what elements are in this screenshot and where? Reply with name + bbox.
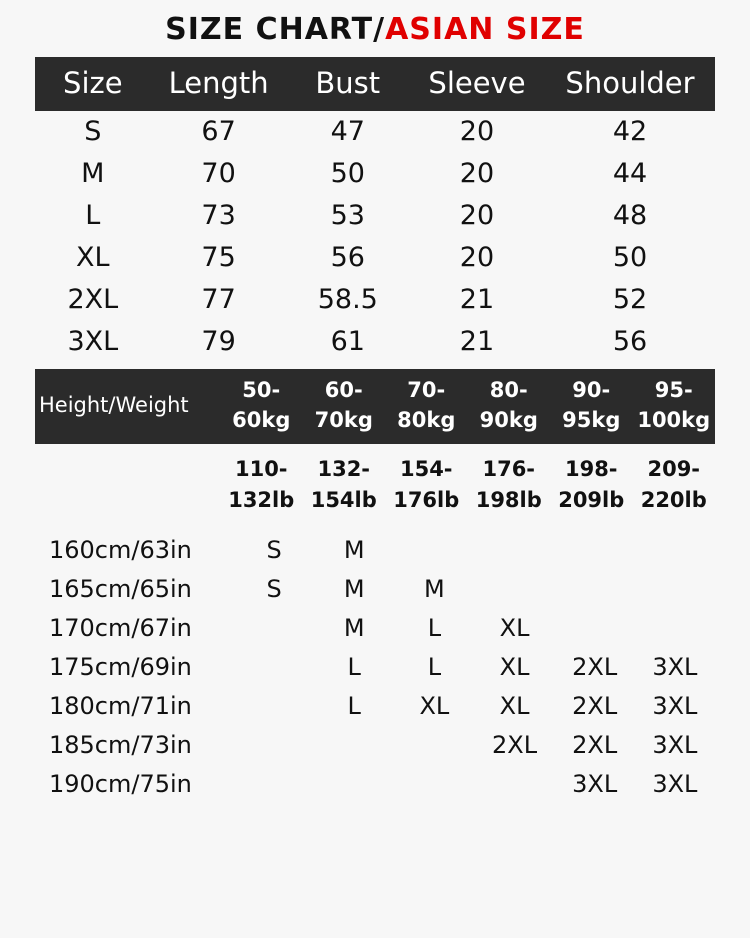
cell-length: 70 — [151, 153, 287, 195]
cell-size-rec: XL — [419, 691, 450, 720]
cell-size-rec: XL — [499, 691, 530, 720]
cell-size: L — [35, 195, 151, 237]
weight-kg-line1: 60- — [324, 378, 363, 402]
cell-size-rec: 2XL — [492, 730, 538, 759]
cell-size-rec: M — [343, 613, 365, 642]
column-header-size: Size — [35, 57, 151, 111]
cell-size-rec: S — [266, 574, 282, 603]
lb-row-spacer — [35, 454, 220, 517]
table-row — [35, 726, 715, 765]
cell-length: 77 — [151, 279, 287, 321]
weight-lb-line1: 176- — [482, 456, 536, 481]
cell-height: 185cm/73in — [49, 730, 192, 759]
cell-size-rec: 3XL — [572, 769, 618, 798]
cell-shoulder: 42 — [545, 111, 715, 153]
cell-shoulder: 50 — [545, 237, 715, 279]
cell-size-rec: M — [424, 574, 445, 603]
cell-size-rec — [474, 570, 554, 609]
weight-kg-column — [220, 375, 303, 436]
cell-size-rec — [635, 570, 715, 609]
cell-bust: 56 — [287, 237, 409, 279]
weight-lb-line1: 209- — [647, 456, 701, 481]
table-row — [35, 570, 715, 609]
page-title-part2: ASIAN SIZE — [385, 12, 585, 47]
table-row — [35, 279, 715, 321]
table-row — [35, 237, 715, 279]
column-header-sleeve: Sleeve — [409, 57, 545, 111]
cell-size-rec — [635, 531, 715, 570]
cell-sleeve: 21 — [409, 279, 545, 321]
weight-lb-line2: 198lb — [475, 488, 542, 513]
weight-kg-line1: 70- — [407, 378, 446, 402]
weight-kg-line1: 90- — [572, 378, 611, 402]
cell-size-rec — [394, 531, 474, 570]
cell-length: 75 — [151, 237, 287, 279]
cell-size: M — [35, 153, 151, 195]
cell-size-rec — [234, 609, 314, 648]
weight-kg-line2: 90kg — [479, 408, 538, 433]
cell-bust: 47 — [287, 111, 409, 153]
cell-shoulder: 44 — [545, 153, 715, 195]
table-row — [35, 648, 715, 687]
cell-sleeve: 20 — [409, 153, 545, 195]
cell-size: XL — [35, 237, 151, 279]
cell-size-rec — [314, 765, 394, 804]
cell-size-rec: 3XL — [652, 691, 698, 720]
table-row — [35, 153, 715, 195]
cell-length: 67 — [151, 111, 287, 153]
cell-bust: 50 — [287, 153, 409, 195]
weight-kg-line2: 60kg — [232, 408, 291, 433]
cell-size-rec — [394, 726, 474, 765]
table-row — [35, 321, 715, 363]
cell-height: 175cm/69in — [49, 652, 192, 681]
weight-lb-column — [550, 454, 633, 517]
height-weight-label: Height/Weight — [39, 392, 189, 417]
cell-sleeve: 21 — [409, 321, 545, 363]
weight-kg-line1: 80- — [489, 378, 528, 402]
cell-size-rec — [474, 765, 554, 804]
weight-kg-line2: 100kg — [637, 408, 711, 433]
table-row — [35, 609, 715, 648]
cell-size: S — [35, 111, 151, 153]
cell-bust: 61 — [287, 321, 409, 363]
weight-lb-line1: 110- — [234, 456, 288, 481]
cell-height: 190cm/75in — [49, 769, 192, 798]
cell-bust: 58.5 — [287, 279, 409, 321]
weight-lb-line1: 154- — [399, 456, 453, 481]
weight-lb-line2: 209lb — [558, 488, 625, 513]
size-table-header-row — [35, 57, 715, 111]
weight-lb-column — [385, 454, 468, 517]
weight-lb-line2: 154lb — [310, 488, 377, 513]
weight-kg-column — [468, 375, 551, 436]
weight-kg-column — [385, 375, 468, 436]
cell-size-rec: M — [343, 535, 365, 564]
weight-header-band — [35, 369, 715, 444]
table-row — [35, 111, 715, 153]
cell-size-rec: S — [266, 535, 282, 564]
cell-size-rec: L — [347, 652, 361, 681]
cell-size-rec — [394, 765, 474, 804]
weight-lb-line2: 176lb — [393, 488, 460, 513]
cell-size-rec: 2XL — [572, 730, 618, 759]
cell-size-rec — [314, 726, 394, 765]
weight-lb-line2: 132lb — [228, 488, 295, 513]
cell-size-rec: 2XL — [572, 652, 618, 681]
weight-lb-row — [35, 454, 715, 517]
weight-kg-line2: 80kg — [397, 408, 456, 433]
cell-size: 3XL — [35, 321, 151, 363]
weight-lb-columns — [220, 454, 715, 517]
weight-kg-columns — [220, 375, 715, 436]
weight-kg-column — [303, 375, 386, 436]
weight-kg-column — [550, 375, 633, 436]
column-header-bust: Bust — [287, 57, 409, 111]
cell-size-rec: L — [427, 613, 442, 642]
table-row — [35, 765, 715, 804]
weight-kg-line2: 95kg — [562, 408, 621, 433]
cell-size-rec: 2XL — [572, 691, 618, 720]
cell-size-rec: XL — [499, 613, 530, 642]
cell-length: 79 — [151, 321, 287, 363]
cell-length: 73 — [151, 195, 287, 237]
weight-lb-column — [633, 454, 716, 517]
cell-size-rec — [234, 687, 314, 726]
table-row — [35, 687, 715, 726]
weight-lb-line1: 132- — [317, 456, 371, 481]
weight-lb-column — [303, 454, 386, 517]
weight-lb-column — [468, 454, 551, 517]
weight-kg-line2: 70kg — [314, 408, 373, 433]
cell-height: 165cm/65in — [49, 574, 192, 603]
cell-shoulder: 48 — [545, 195, 715, 237]
weight-kg-line1: 50- — [242, 378, 281, 402]
cell-size-rec — [474, 531, 554, 570]
size-measurement-table — [35, 57, 715, 363]
cell-size-rec: L — [347, 691, 361, 720]
cell-sleeve: 20 — [409, 237, 545, 279]
page-title-part1: SIZE CHART/ — [165, 12, 386, 47]
weight-lb-column — [220, 454, 303, 517]
cell-size-rec — [635, 609, 715, 648]
cell-size-rec — [555, 609, 635, 648]
cell-size-rec: 3XL — [652, 730, 698, 759]
table-row — [35, 531, 715, 570]
cell-height: 160cm/63in — [49, 535, 192, 564]
cell-height: 180cm/71in — [49, 691, 192, 720]
cell-size-rec — [555, 570, 635, 609]
cell-size-rec — [234, 726, 314, 765]
weight-lb-line1: 198- — [564, 456, 618, 481]
table-row — [35, 195, 715, 237]
page-title — [0, 0, 750, 57]
weight-lb-line2: 220lb — [640, 488, 707, 513]
cell-size-rec — [555, 531, 635, 570]
weight-kg-column — [633, 375, 716, 436]
weight-kg-line1: 95- — [654, 378, 693, 402]
cell-bust: 53 — [287, 195, 409, 237]
cell-size: 2XL — [35, 279, 151, 321]
cell-height: 170cm/67in — [49, 613, 192, 642]
cell-sleeve: 20 — [409, 111, 545, 153]
cell-sleeve: 20 — [409, 195, 545, 237]
cell-size-rec — [234, 765, 314, 804]
height-size-recommendation-table — [35, 531, 715, 804]
column-header-shoulder: Shoulder — [545, 57, 715, 111]
cell-shoulder: 52 — [545, 279, 715, 321]
cell-size-rec: L — [427, 652, 442, 681]
cell-size-rec: XL — [499, 652, 530, 681]
cell-size-rec: M — [343, 574, 365, 603]
cell-shoulder: 56 — [545, 321, 715, 363]
column-header-length: Length — [151, 57, 287, 111]
cell-size-rec — [234, 648, 314, 687]
cell-size-rec: 3XL — [652, 769, 698, 798]
cell-size-rec: 3XL — [652, 652, 698, 681]
